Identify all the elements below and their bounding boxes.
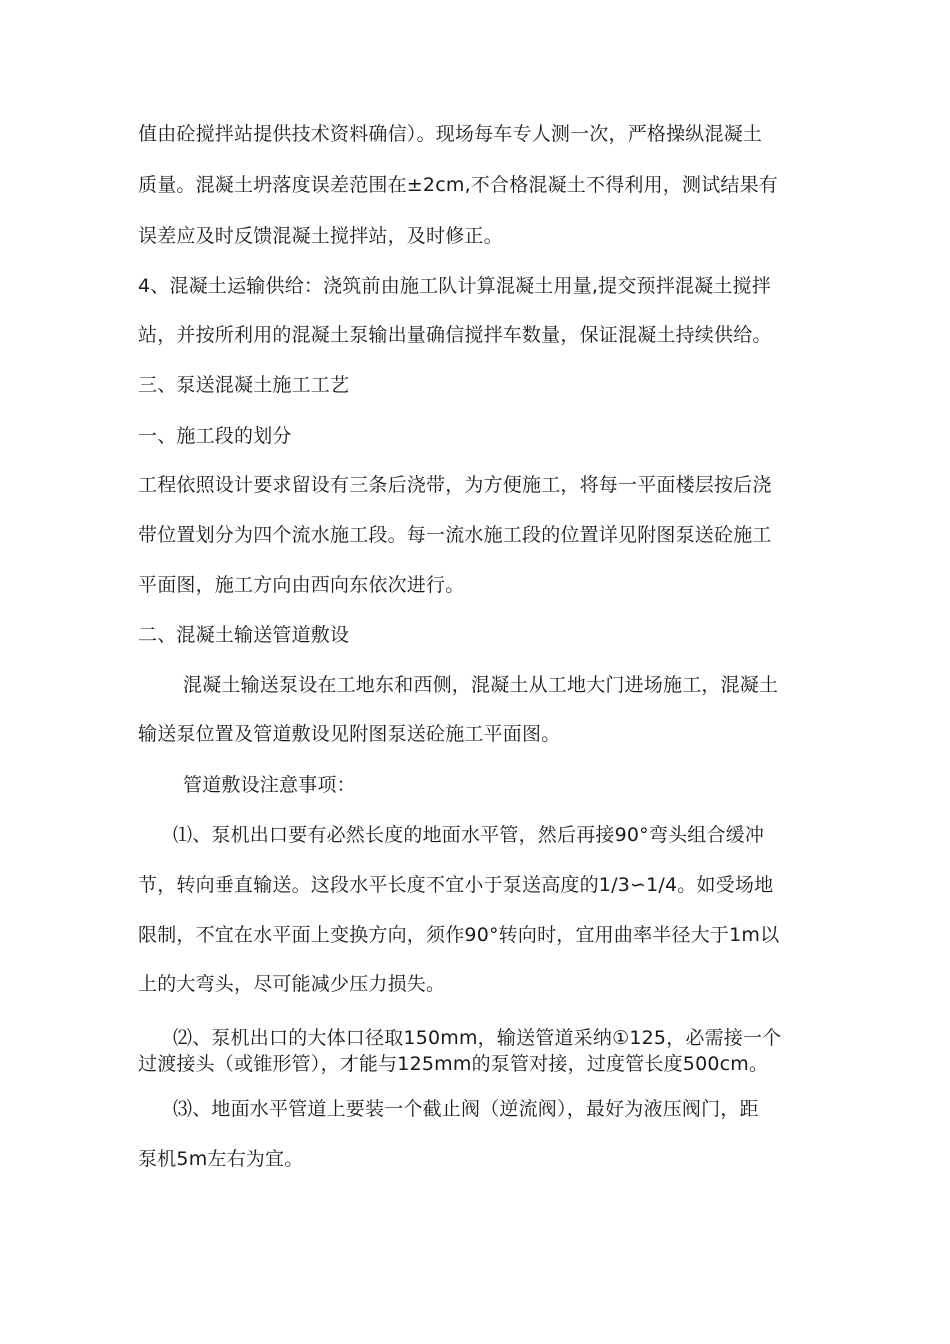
paragraph-line: 管道敷设注意事项：	[183, 774, 356, 796]
list-item-line: 过渡接头（或锥形管），才能与125mm的泵管对接，过度管长度500cm。	[138, 1053, 769, 1075]
paragraph-line: 输送泵位置及管道敷设见附图泵送砼施工平面图。	[138, 723, 561, 745]
list-item-line: ⑶、地面水平管道上要装一个截止阀（逆流阀），最好为液压阀门，距	[173, 1098, 759, 1120]
paragraph-line: 4、混凝土运输供给：浇筑前由施工队计算混凝土用量,提交预拌混凝土搅拌	[138, 275, 771, 297]
list-item-line: 限制，不宜在水平面上变换方向，须作90°转向时，宜用曲率半径大于1m以	[138, 924, 780, 946]
paragraph-line: 站，并按所利用的混凝土泵输出量确信搅拌车数量，保证混凝土持续供给。	[138, 324, 772, 346]
section-heading: 二、混凝土输送管道敷设	[138, 624, 350, 646]
paragraph-line: 误差应及时反馈混凝土搅拌站，及时修正。	[138, 225, 503, 247]
list-item-line: 泵机5m左右为宜。	[138, 1148, 304, 1170]
paragraph-line: 混凝土输送泵设在工地东和西侧，混凝土从工地大门进场施工，混凝土	[183, 674, 779, 696]
paragraph-line: 平面图，施工方向由西向东依次进行。	[138, 574, 465, 596]
list-item-line: 上的大弯头，尽可能减少压力损失。	[138, 973, 446, 995]
section-heading: 三、泵送混凝土施工工艺	[138, 374, 350, 396]
list-item-line: 节，转向垂直输送。这段水平长度不宜小于泵送高度的1/3∽1/4。如受场地	[138, 874, 774, 896]
list-item-line: ⑴、泵机出口要有必然长度的地面水平管，然后再接90°弯头组合缓冲	[173, 824, 765, 846]
list-item-line: ⑵、泵机出口的大体口径取150mm，输送管道采纳①125，必需接一个	[173, 1027, 782, 1049]
paragraph-line: 质量。混凝土坍落度误差范围在±2cm,不合格混凝土不得利用，测试结果有	[138, 174, 779, 196]
section-heading: 一、施工段的划分	[138, 425, 292, 447]
paragraph-line: 值由砼搅拌站提供技术资料确信）。现场每车专人测一次，严格操纵混凝土	[138, 123, 763, 145]
paragraph-line: 工程依照设计要求留设有三条后浇带，为方便施工，将每一平面楼层按后浇	[138, 474, 772, 496]
paragraph-line: 带位置划分为四个流水施工段。每一流水施工段的位置详见附图泵送砼施工	[138, 524, 772, 546]
